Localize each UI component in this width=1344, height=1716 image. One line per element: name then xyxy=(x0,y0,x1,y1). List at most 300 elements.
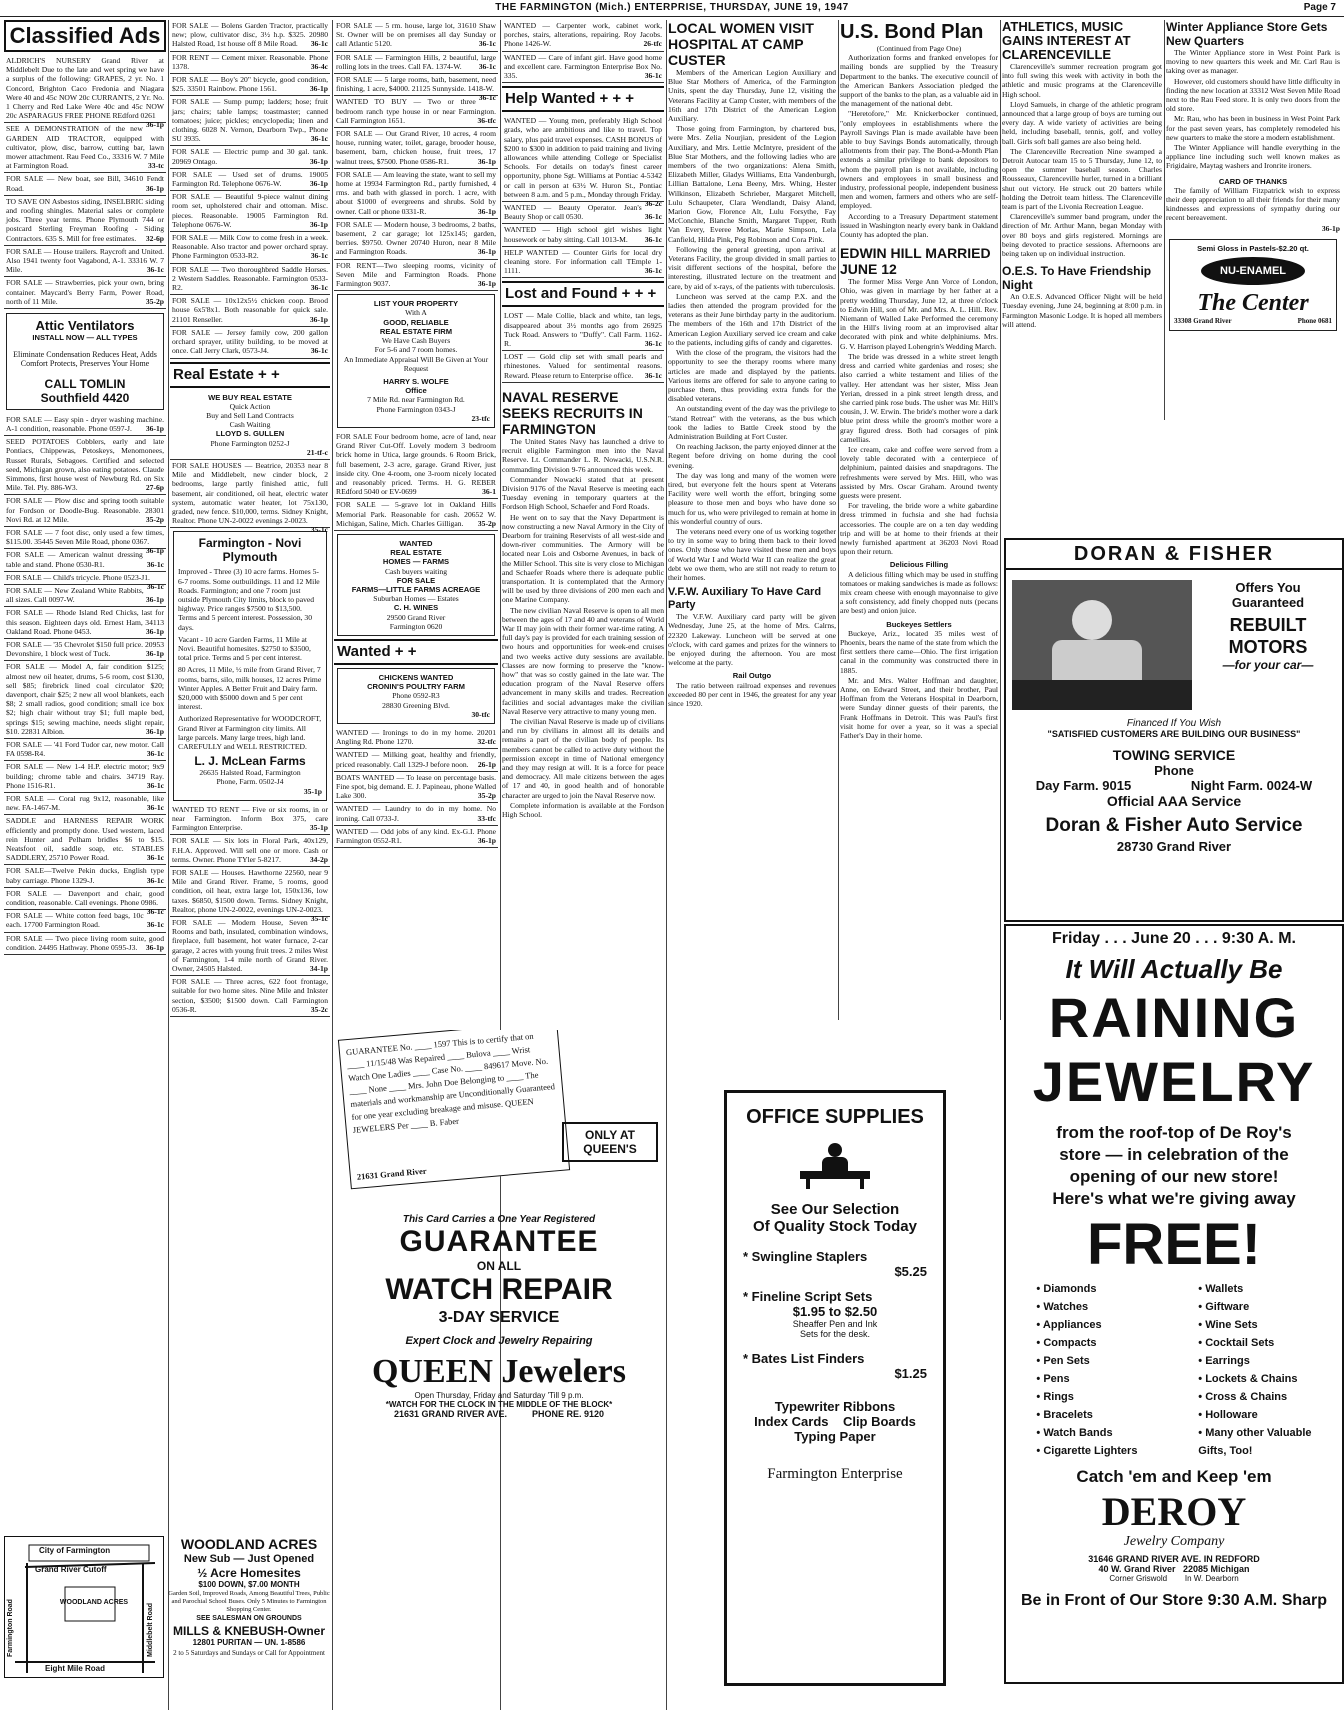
map-eightmile-road: Eight Mile Road xyxy=(45,1664,105,1673)
classified-ad-text: WANTED TO RENT — Five or six rooms, in or near Farmington. Inform Box 375, care Farmington Enterprise. xyxy=(172,804,328,833)
classified-ad xyxy=(334,52,498,74)
classified-ad-number: 35-2p xyxy=(477,791,496,801)
doran-night-phone: Night Farm. 0024-W xyxy=(1190,778,1313,793)
classified-ad xyxy=(4,572,166,591)
classified-ad-text: FOR RENT—Two sleeping rooms, vicinity of Seven Mile and Farmington Roads. Phone Farmington 9037. xyxy=(336,260,496,289)
office-supplies-ad xyxy=(724,1090,946,1686)
giveaway-item: • Giftware xyxy=(1198,1301,1250,1313)
story-paragraph: Ice cream, cake and coffee were served from a lovely table decorated with a centerpiece of delphinium, painted daisies and snapdragons. The refreshments were served by Mrs. Hill, who was assisted by Mrs. Oscar Graham. Around twenty guests were present. xyxy=(840,444,998,500)
classified-ad xyxy=(4,123,166,173)
office-item-2: * Fineline Script Sets xyxy=(743,1289,873,1304)
classified-ad xyxy=(170,264,330,296)
classified-ad xyxy=(334,169,498,219)
classified-ad-number: 36-1p xyxy=(145,423,164,433)
wines-line-3: HOMES — FARMS xyxy=(382,557,450,567)
giveaway-item: • Cigarette Lighters xyxy=(1036,1445,1138,1457)
classified-list-4 xyxy=(502,20,664,83)
classified-ad-number: 36-4c xyxy=(310,61,328,71)
story-paragraph: The new civilian Naval Reserve is open to all men between the ages of 17 and 40 and veterans of World War II may join with their former war-time rating. A full day's pay is provided for each training session of two hours and opportunities for week-end cruises and two weeks active duty sessions are available. Classes are now forming to preserve the "know-how" that was so costly gained in the late war. The education program of the Naval Reserve offers advancement in many skills and trades. Recreation facilities and social advantages make the civilian Naval Reserve very attractive to many young men. xyxy=(502,605,664,716)
story-paragraph: The Winter Appliance will handle everything in the appliance line including such well known makes as Frigidaire, Maytag washers and Ironrite ironers. xyxy=(1166,143,1340,171)
classified-ad xyxy=(4,277,166,309)
deroy-logo: DEROY xyxy=(1101,1489,1247,1534)
classified-ad xyxy=(502,310,664,351)
classified-ad xyxy=(334,772,498,804)
center-ad xyxy=(1169,239,1337,331)
classified-ad-text: FOR SALE — 5-grave lot in Oakland Hills Memorial Park. Reasonable for cash. 20652 W. Michigan, Saline, Mich. Charles Gilligan. xyxy=(336,500,496,528)
thanks-headline: CARD OF THANKS xyxy=(1218,176,1288,186)
queen-logo: QUEEN Jewelers xyxy=(371,1353,626,1390)
deroy-line-1: from the roof-top of De Roy's xyxy=(1056,1123,1292,1142)
classified-ad xyxy=(334,219,498,260)
giveaway-item: • Watch Bands xyxy=(1036,1427,1113,1439)
column-1 xyxy=(4,20,166,1714)
gullen-phone: Phone Farmington 0252-J xyxy=(210,438,290,448)
deroy-line-2: store — in celebration of the xyxy=(1059,1145,1289,1164)
classified-ad-number: 36-1p xyxy=(477,206,496,216)
queen-ad xyxy=(336,1030,662,1680)
office-title: OFFICE SUPPLIES xyxy=(746,1106,924,1128)
classified-ad xyxy=(334,260,498,292)
woodland-address: 12801 PURITAN — UN. 1-8586 xyxy=(192,1638,306,1647)
wolfe-name: HARRY S. WOLFE xyxy=(383,376,449,386)
story-paragraph: Commander Nowacki stated that at present Division 9176 of the Naval Reserve is meeting each Tuesday evening in temporary quarters at the Fordson High School, Schaefer and Ford Roads. xyxy=(502,474,664,512)
classified-ad-number: 36-1c xyxy=(146,920,164,930)
classified-ad-number: 36-1p xyxy=(309,179,328,189)
classified-ad xyxy=(4,865,166,887)
classified-ad xyxy=(4,761,166,793)
column-6 xyxy=(840,20,998,1075)
ventilators-phone: Southfield 4420 xyxy=(40,390,130,405)
giveaway-item: • Wallets xyxy=(1198,1283,1244,1295)
athletics-headline: ATHLETICS, MUSIC GAINS INTEREST AT CLARENCEVILLE xyxy=(1002,20,1131,62)
gullen-name: LLOYD S. GULLEN xyxy=(215,429,285,439)
cronin-ad xyxy=(337,668,495,724)
wolfe-line-3: GOOD, RELIABLE xyxy=(383,317,449,327)
classified-ad-text: FOR SALE — Model A, fair condition $125; almost new oil heater, drums, 5-6 room, cost $130, sell $85; firebrick lined coal circulator $20; davenport, chair $25; 2 new all wool blankets, each $8; 2 small radios, good condition; small ice box $2; high chair without tray $1; full maple bed, springs $15; sewing machine, needs slight repair, $10. 22831 Albion. xyxy=(6,662,164,736)
queen-expert: Expert Clock and Jewelry Repairing xyxy=(405,1335,593,1347)
classified-ad-number: 36-1c xyxy=(146,907,164,917)
bond-sub: (Continued from Page One) xyxy=(876,44,962,53)
cronin-number: 30-tfc xyxy=(471,709,490,719)
queen-hours: Open Thursday, Friday and Saturday 'Till 9 p.m. xyxy=(414,1391,584,1400)
classified-ad xyxy=(334,803,498,825)
classified-ad xyxy=(170,804,330,836)
classified-ad-number: 36-1c xyxy=(310,346,328,356)
giveaway-item: • Rings xyxy=(1036,1391,1074,1403)
story-paragraph: Clarenceville's summer band program, under the direction of Mr. Arthur Mann, began Monday with over 80 boys and girls registered. Mornings are being devoted to practice sessions. Afternoons are being taken up on individual instruction. xyxy=(1002,212,1162,259)
story-paragraph: Authorization forms and franked envelopes for mailing bonds are supplied by the Treasury Department to the banks. The executive council of the American Bankers Association pledged the support of the banks to the plan, as a valuable aid in the management of the national debt. xyxy=(840,53,998,109)
buckeye-story xyxy=(840,629,998,740)
classified-ad-number: 33-tc xyxy=(147,161,164,171)
office-price-1: $5.25 xyxy=(894,1264,927,1279)
winter-story xyxy=(1166,48,1340,171)
classified-ad xyxy=(4,815,166,865)
ventilators-title: Attic Ventilators xyxy=(35,318,135,334)
deroy-ad xyxy=(1004,924,1344,1684)
story-paragraph: Luncheon was served at the camp P.X. and the ladies then attended the program provided for the veterans as their June birthday party in the auditorium. The members of the 16th and 17th District of the American Legion Auxiliary served ice cream and cake to the patients, including gifts of candy and cigarettes. xyxy=(668,291,836,347)
classified-ad xyxy=(4,585,166,607)
classified-ad-text: SEE A DEMONSTRATION of the new GARDEN AID TRACTOR, equipped with cultivator, plow, disc, barrow, cutting bar, lawn mower attachment. Rau Feed Co., 33316 W. 7 Mile at Farmington Road. xyxy=(6,124,164,171)
wolfe-line-2: With A xyxy=(405,308,427,318)
classified-list-3c xyxy=(334,727,498,848)
woodland-line-2: ½ Acre Homesites xyxy=(197,1566,301,1580)
office-signature: Farmington Enterprise xyxy=(767,1466,903,1482)
queen-on-all: ON ALL xyxy=(476,1259,522,1273)
classified-ad-text: WANTED — Milking goat, healthy and friendly, priced reasonably. Call 1329-J before noon. xyxy=(336,750,496,769)
naval-headline: NAVAL RESERVE SEEKS RECRUITS IN FARMINGTON xyxy=(502,388,643,437)
classified-ad-number: 35-2p xyxy=(145,296,164,306)
doran-day-phone: Day Farm. 9015 xyxy=(1035,778,1132,793)
classified-ad-text: WANTED — Care of infant girl. Have good home and excellent care. Farmington Enterprise Box No. 335. xyxy=(504,52,662,81)
classified-ad-text: HELP WANTED — Counter Girls for local dry cleaning store. For information call TEmple 1-1111. xyxy=(504,247,662,276)
classified-ad xyxy=(170,976,330,1017)
classified-ad-text: LOST — Gold clip set with small pearls and rhinestones. Valued for sentimental reasons. Reward. Please return to Enterprise office. xyxy=(504,352,662,380)
masthead xyxy=(0,0,1344,17)
classified-ad-number: 32-6p xyxy=(145,233,164,243)
office-item-5: Index Cards Clip Boards xyxy=(754,1414,916,1429)
classified-list-4b xyxy=(502,115,664,278)
classified-ad xyxy=(170,74,330,96)
classified-ad xyxy=(334,727,498,749)
novi-name: L. J. McLean Farms xyxy=(194,754,306,769)
novi-phone: Phone, Farm. 0502-J4 xyxy=(216,777,284,787)
only-at-queens: ONLY AT QUEEN'S xyxy=(562,1122,658,1162)
classified-ad-text: WANTED — Odd jobs of any kind. Ex-G.I. Phone Farmington 0552-R1. xyxy=(336,826,496,846)
column-7 xyxy=(1002,20,1162,575)
classified-ad xyxy=(4,933,166,955)
classified-ad-text: TO SAVE ON Asbestos siding, INSELBRIC siding and roofing shingles. Material sales or complete jobs. Three year terms. Phone Plymouth 744 or postcard Sterling Freyman Roofing - Siding Contractors. 635 S. Mill for free estimates. xyxy=(6,196,164,243)
queen-watch-clock: *WATCH FOR THE CLOCK IN THE MIDDLE OF THE BLOCK* xyxy=(385,1400,613,1409)
classified-ad xyxy=(4,549,166,571)
classified-ad xyxy=(502,202,664,224)
giveaway-item: • Bracelets xyxy=(1036,1409,1093,1421)
column-4 xyxy=(502,20,664,1030)
classified-ad-number: 36-1c xyxy=(146,875,164,885)
deroy-raining: RAINING xyxy=(1048,986,1300,1049)
classified-ad-text: SADDLE and HARNESS REPAIR WORK efficiently and promptly done. Used western, laced rein Hunter and Pelham bridles $6 to $15. Neatsfoot oil, saddle soap, etc. STABLES SADDLERY, 25710 Power Road. xyxy=(6,816,164,863)
classified-ad xyxy=(170,917,330,976)
filling-story: A delicious filling which may be used in stuffing tomatoes or making sandwiches is made as follows: mix cream cheese with enough mayonnaise to give a soft consistency, add finely chopped nuts (pecans are best) and onion juice. xyxy=(840,569,998,616)
story-paragraph: The United States Navy has launched a drive to recruit eligible Farmington men into the Naval Reserve. Lt. Commander L. R. Nowacki, U.S.N.R. commanding Division 9-76 announced this week. xyxy=(502,436,664,474)
classified-ad-text: WANTED — Beauty Operator. Jean's Beauty Shop or call 0530. xyxy=(504,203,642,222)
classified-ad-text: FOR SALE — Farmington Hills, 2 beautiful, large rolling lots in the trees. Call FA. 1374-W. xyxy=(336,52,496,71)
classified-ad-number: 32-tfc xyxy=(477,737,496,747)
classified-ad-text: FOR SALE — Modern House, Seven Rooms and bath, insulated, combination windows, fireplace, full basement, hot water furnace, 2-car garage, 2 acres with young fruit trees. 2 miles West of Farmington, 1-4 mile north of Grand River. Owner, 24505 Halsted. xyxy=(172,918,328,974)
classified-ad-text: FOR RENT — Cement mixer. Reasonable. Phone 1378. xyxy=(172,52,328,71)
classified-ad xyxy=(4,527,166,556)
giveaway-item: • Compacts xyxy=(1036,1337,1097,1349)
office-line-2: Of Quality Stock Today xyxy=(753,1218,917,1235)
classified-ad-number: 36-2c xyxy=(644,199,662,209)
wines-line-4: Cash buyers waiting xyxy=(384,566,447,576)
classified-ad xyxy=(170,835,330,867)
novi-p3: 80 Acres, 11 Mile, ½ mile from Grand River, 7 rooms, barns, silo, milk houses, 12 acres Prime Winter Apples. A Better Fruit and Dairy farm. $20,000 with $5000 down and 5 per cent interest. xyxy=(178,665,322,712)
classified-ad xyxy=(170,169,330,191)
map-city-label: City of Farmington xyxy=(39,1546,111,1555)
vfw-story: The V.F.W. Auxiliary card party will be given Wednesday, June 25, at the home of Mrs. Calrns, 22320 Lakeway. Luncheon will be served at one o'clock, with card games and prizes for the winners to be enjoyed during the afternoon. You are most welcome at the party. xyxy=(668,612,836,668)
classified-ad xyxy=(502,351,664,383)
classified-ad-text: FOR SALE — New boat, see Bill, 34610 Fendt Road. xyxy=(6,174,164,193)
wines-line-5: FOR SALE xyxy=(396,575,436,585)
story-paragraph: An outstanding event of the day was the privilege to "stand Retreat" with the veterans, as the bus which took the ladies to Battle Creek stood by the Administration Building at Fort Custer. xyxy=(668,404,836,441)
classified-ad xyxy=(170,867,330,924)
center-phone: Phone 0681 xyxy=(1297,317,1332,326)
center-top: Semi Gloss in Pastels-$2.20 qt. xyxy=(1197,243,1309,253)
classified-ad xyxy=(170,191,330,232)
woodland-line-3: $100 DOWN, $7.00 MONTH xyxy=(198,1580,300,1589)
naval-story xyxy=(502,437,664,819)
classified-ad xyxy=(4,793,166,815)
office-item-2b: Sheaffer Pen and Ink xyxy=(792,1319,878,1329)
giveaway-item: Gifts, Too! xyxy=(1198,1445,1253,1457)
lost-found-heading: Lost and Found + + + xyxy=(502,281,664,307)
classified-ad-number: 36-1c xyxy=(644,266,662,276)
classified-ad-number: 35-2c xyxy=(310,1004,328,1014)
athletics-story xyxy=(1002,62,1162,258)
doran-financed: Financed If You Wish xyxy=(1126,718,1222,729)
classified-ad-number: 36-1p xyxy=(477,836,496,846)
giveaway-item: • Diamonds xyxy=(1036,1283,1097,1295)
doran-name: Doran & Fisher Auto Service xyxy=(1045,815,1303,836)
story-paragraph: Mr. and Mrs. Walter Hoffman and daughter, Anne, on Edward Street, and their brother, Paul Hoffman from the Veterans Hospital in Dearborn, were Sunday dinner guests of their parents, the Frank Hoffmans in Detroit. This was Paul's first visit home for over a year, so it was a special Father's Day in their home. xyxy=(840,675,998,741)
story-paragraph: Clarenceville's summer recreation program got into full swing this week with activity in both the athletic and music programs at the Clarenceville High school. xyxy=(1002,62,1162,99)
classified-ad-text: FOR SALE — Milk Cow to come fresh in a week. Reasonable. Also tractor and power orchard spray. Phone Farmington 0533-R2. xyxy=(172,233,328,261)
column-2 xyxy=(170,20,330,1530)
oes-headline: O.E.S. To Have Friendship Night xyxy=(1002,264,1152,293)
story-paragraph: The former Miss Verge Ann Vorce of London, Ohio, was given in marriage by her father at a pretty wedding Thursday, June 12, at three o'clock to Edwin Hill, son of Mr. and Mrs. A. L. Hill. Rev. Niemann of Walled Lake Performed the ceremony in the Hill's living room at an improvised altar decorated with pink and white delphiniums. Mrs. G. V. Harrison played Lohengrin's Wedding March. xyxy=(840,277,998,351)
giveaway-item: • Pen Sets xyxy=(1036,1355,1090,1367)
realestate-heading: Real Estate + + xyxy=(170,362,330,388)
gullen-ad xyxy=(170,391,330,460)
classified-ad xyxy=(170,20,330,52)
novi-number: 35-1p xyxy=(303,786,322,796)
classified-ad-number: 35-1p xyxy=(309,823,328,833)
classified-ad xyxy=(502,52,664,84)
classified-ad-text: FOR SALE — American walnut dressing table and stand. Phone 0530-R1. xyxy=(6,550,143,569)
classified-ad xyxy=(4,910,166,932)
story-paragraph: On reaching Jackson, the party enjoyed dinner at the Regent before driving on home during the cool evening. xyxy=(668,442,836,470)
classified-ad-text: FOR SALE — '41 Ford Tudor car, new motor. Call FA 0598-R4. xyxy=(6,739,164,759)
gullen-line-2: Buy and Sell Land Contracts xyxy=(206,410,294,420)
story-paragraph: According to a Treasury Department statement issued in Washington nearly every bank in Oakland County has adopted the plan. xyxy=(840,211,998,240)
wines-ad xyxy=(337,534,495,636)
story-paragraph: However, old customers should have little difficulty in finding the new location at 33312 West Seven Mile Road next to the Rau Feed store. It is only two doors from the old store. xyxy=(1166,76,1340,114)
classified-list-4c xyxy=(502,310,664,382)
classified-ad-text: SEED POTATOES Cobblers, early and late Pontiacs, Chippewas, Petoskeys, Menomonees, Russet Rurals, Sebagoes. Certified and selected seed, Michigan grown, also eating potatoes. Claude Simmons, first house west of Newburg Rd. on Six Mile. Tel. Ply. 886-W3. xyxy=(6,437,164,493)
classified-ad-text: FOR SALE — Two piece living room suite, good condition. 24495 Hathway. Phone 0595-J3. xyxy=(6,933,164,952)
deroy-line-3: opening of our new store! xyxy=(1069,1167,1279,1186)
local-story xyxy=(668,68,836,582)
wolfe-number: 23-tfc xyxy=(471,413,490,423)
center-logo: The Center xyxy=(1197,290,1309,317)
wanted-heading: Wanted + + xyxy=(334,639,498,665)
classified-ad xyxy=(4,246,166,278)
masthead-title: THE FARMINGTON (Mich.) ENTERPRISE, THURSDAY, JUNE 19, 1947 xyxy=(495,2,849,13)
classified-ad-number: 35-1c xyxy=(310,525,328,535)
classified-ad-text: FOR SALE — New Zealand White Rabbits, all sizes. Call 0097-W. xyxy=(6,585,144,605)
woodland-owner: MILLS & KNEBUSH-Owner xyxy=(172,1624,325,1638)
wolfe-line-1: LIST YOUR PROPERTY xyxy=(373,299,459,309)
classified-ad-number: 36-1c xyxy=(146,780,164,790)
map-farmington-road: Farmington Road xyxy=(7,1599,14,1657)
woodland-line-4: Garden Soil, Improved Roads, Among Beautiful Trees, Public and Parochial School Buses. Only 5 Minutes to Farmington Shopping Center. xyxy=(168,1590,330,1613)
classified-ad-text: WANTED — High school girl wishes light housework or baby sitting. Call 1013-M. xyxy=(504,225,662,244)
classified-ad xyxy=(334,749,498,771)
guarantee-card xyxy=(338,1030,570,1189)
classified-ad xyxy=(4,196,166,246)
classified-ad-text: FOR SALE — Plow disc and spring tooth suitable for Fordson or Doodle-Bug. Reasonable. 28301 Novi Rd. at 12 Mile. xyxy=(6,496,164,524)
giveaway-item: • Holloware xyxy=(1198,1409,1258,1421)
ventilators-subtitle: INSTALL NOW — ALL TYPES xyxy=(32,333,138,343)
ventilators-body: Eliminate Condensation Reduces Heat, Adds Comfort Protects, Preserves Your Home xyxy=(13,350,157,369)
story-paragraph: The bride was dressed in a white street length dress and carried white gardenias and roses; she also carried a white testament and lilies of the valley. Her attendant was her sister, Miss Jean Yerian, dressed in a pink street length dress, and she carried pink rose buds. The usher was Mr. Hill's cousin, J. W. Erwin. The bride's mother wore a dark blue print dress while the groom's mother wore a gray figured dress. Both had corsages of pink camellias. xyxy=(840,351,998,444)
bond-story xyxy=(840,53,998,239)
classified-ad-number: 34-1p xyxy=(309,964,328,974)
classified-ad-text: WANTED — Young men, preferably High School grads, who are ambitious and like to travel. Top salary, plus paid travel expenses. CASH BONUS of $200 to $300 in addition to paid training and living allowances while attending College or Specialist Schools. For details on today's finest career opportunity, phone Sgt. Williams at Pontiac 4-5342 or call in person at 63½ W. Huron St., Pontiac between 8 a.m. and 5 p.m., Monday through Friday. xyxy=(504,116,662,199)
classified-ad-number: 36-1p xyxy=(309,314,328,324)
classified-list-2b xyxy=(170,460,330,535)
desk-icon xyxy=(800,1143,870,1187)
guarantee-card-address: 21631 Grand River xyxy=(356,1165,427,1182)
wedding-headline: EDWIN HILL MARRIED JUNE 12 xyxy=(840,245,991,278)
wines-line-2: REAL ESTATE xyxy=(390,548,442,558)
ventilators-ad xyxy=(6,313,164,410)
queen-guarantee: GUARANTEE xyxy=(399,1225,599,1258)
classified-ad-text: WANTED — Carpenter work, cabinet work, porches, stairs, alterations, repairing. Roy Jacobs. Phone 1426-W. xyxy=(504,21,662,49)
classified-ad-number: 36-1p xyxy=(477,156,496,166)
classified-ad-number: 36-1p xyxy=(309,219,328,229)
wines-line-7: Suburban Homes — Estates xyxy=(373,594,459,604)
giveaway-item: • Wine Sets xyxy=(1198,1319,1258,1331)
map-middlebelt-road: Middlebelt Road xyxy=(147,1602,154,1657)
classified-ad-number: 36-1c xyxy=(310,283,328,293)
classified-ad-number: 35-1c xyxy=(310,914,328,924)
outgo-story: The ratio between railroad expenses and revenues exceeded 80 per cent in 1946, the greatest for any year since 1920. xyxy=(668,680,836,708)
story-paragraph: For traveling, the bride wore a white gabardine dress trimmed in fuchsia and she had fuchsia accessories. The couple are on a ten day wedding trip and will be at home to their friends at their newly furnished apartment at 36203 Novi Road upon their return. xyxy=(840,501,998,557)
office-item-6: Typing Paper xyxy=(794,1429,876,1444)
queen-service: 3-DAY SERVICE xyxy=(438,1309,560,1326)
classified-ad-text: FOR SALE — Three acres, 622 foot frontage, suitable for two home sites. Nine Mile and Inkster section, $3500; $1500 down. Call Farmington 0536-R. xyxy=(172,977,328,1014)
classified-ad-number: 33-tfc xyxy=(477,813,496,823)
classified-ad-text: FOR SALE — Used set of drums. 19005 Farmington Rd. Telephone 0676-W. xyxy=(172,169,328,189)
giveaway-item: • Many other Valuable xyxy=(1198,1427,1312,1439)
woodland-line-1: New Sub — Just Opened xyxy=(183,1553,315,1565)
classified-ad-number: 36-1c xyxy=(310,251,328,261)
novi-title: Farmington - Novi Plymouth xyxy=(198,536,302,565)
cronin-address: 28830 Greening Blvd. xyxy=(382,700,450,710)
classified-ad-number: 36-1p xyxy=(145,942,164,952)
doran-line-5: —for your car— xyxy=(1222,658,1314,672)
story-paragraph: With the close of the program, the visitors had the opportunity to see the therapy rooms where many articles are made and displayed by the patients. Various items are offered for sale to anyone caring to purchase them, thus providing extra funds for the disabled veterans. xyxy=(668,348,836,404)
classified-ad-number: 36-1c xyxy=(146,749,164,759)
deroy-date: Friday . . . June 20 . . . 9:30 A. M. xyxy=(1052,930,1296,947)
classified-ad xyxy=(4,739,166,761)
novi-p1: Improved - Three (3) 10 acre farms. Homes 5-6-7 rooms. Some outbuildings. 11 and 12 Mile Roads. Farmington; and one 7 room just outside Plymouth City limits, block to paved highway. Price ranges $7500 to $13,500. Terms and 5 percent interest. Possession, 30 days. xyxy=(178,567,320,632)
story-paragraph: Mr. Rau, who has been in business in West Point Park for the past seven years, has completely remodeled his new quarters to make the store a modern establishment. xyxy=(1166,114,1340,142)
deroy-free: FREE! xyxy=(1087,1212,1261,1277)
woodland-map xyxy=(4,1536,164,1678)
classified-ad-text: FOR SALE — Electric pump and 30 gal. tank. 20969 Ontago. xyxy=(172,147,328,166)
map-road-label: Grand River Cutoff xyxy=(35,1565,107,1574)
page-number: Page 7 xyxy=(1303,2,1336,13)
classified-ad xyxy=(502,224,664,246)
classified-ad xyxy=(4,888,166,917)
classified-ad-number: 36-1c xyxy=(478,61,496,71)
classified-ad-number: 36-1c xyxy=(478,93,496,103)
classified-ad xyxy=(502,20,664,52)
deroy-catch: Catch 'em and Keep 'em xyxy=(1076,1467,1272,1486)
classified-ad-text: FOR SALE — Strawberries, pick your own, bring container. Maycard's Berry Farm, Power Road, north of 11 Mile. xyxy=(6,278,164,306)
doran-aaa: Official AAA Service xyxy=(1106,793,1242,809)
office-price-2: $1.95 to $2.50 xyxy=(792,1304,878,1319)
classified-ad-number: 36-1c xyxy=(146,853,164,863)
classified-ad-text: FOR SALE — New 1-4 H.P. electric motor; 9x9 building; chrome table and chairs. 34719 Ray. Phone 1516-R1. xyxy=(6,762,164,790)
classified-list-3b xyxy=(334,431,498,531)
classified-ad-number: 36-tfc xyxy=(477,115,496,125)
doran-quote: "SATISFIED CUSTOMERS ARE BUILDING OUR BUSINESS" xyxy=(1047,729,1301,739)
classified-ad-text: FOR SALE — Houses. Hawthorne 22560, near 9 Mile and Grand River. Frame, 5 rooms, good condition, oil heat, extra large lot, 150x136, low taxes. $6850, $1500 down. Terms. Sidney Knight, Realtor, phone UN-2-0022, evenings UN-2-0023. xyxy=(172,868,328,914)
giveaway-item: • Lockets & Chains xyxy=(1198,1373,1298,1385)
thanks-story: The family of William Fitzpatrick wish to express their deep appreciation to all their friends for their many kindnesses and expressions of sympathy during our recent bereavement. xyxy=(1166,185,1340,223)
column-rule xyxy=(838,20,839,1020)
classified-ad-text: FOR SALE — '35 Chevrolet $150 full price. 20953 Devonshire, 1 block west of Tuck. xyxy=(6,639,164,659)
classified-ad-text: FOR SALE — Am leaving the state, want to sell my home at 19934 Farmington Rd., partly furnished, 4 rms. and bath with glassed in porch. 1 acre, with about $1000 of evergreens and shrubs. Sold by owner. Call or phone 0331-R. xyxy=(336,169,496,216)
deroy-footer: Be in Front of Our Store 9:30 A.M. Sharp xyxy=(1020,1592,1328,1609)
classified-list-2 xyxy=(170,20,330,359)
classified-ad xyxy=(4,639,166,661)
classified-ad-number: 36-1c xyxy=(146,559,164,569)
classified-ad xyxy=(170,52,330,74)
classified-ad-number: 36-1c xyxy=(478,39,496,49)
classified-ad-number: 36-1p xyxy=(145,183,164,193)
column-rule xyxy=(666,20,667,1710)
classified-list-1b xyxy=(4,414,166,955)
woodland-footer: 2 to 5 Saturdays and Sundays or Call for Appointment xyxy=(173,1649,325,1657)
gullen-buy: WE BUY REAL ESTATE xyxy=(208,392,292,402)
classified-ad-number: 26-1p xyxy=(477,759,496,769)
office-line-1: See Our Selection xyxy=(770,1201,900,1218)
classified-ad-text: LOST — Male Collie, black and white, tan legs, disappeared about 3½ months ago from 26925 Tuck Road. Answers to "Duffy". Call Farm. 1162-R. xyxy=(504,311,662,349)
classified-ad-text: FOR SALE — Beautiful 9-piece walnut dining room set, upholstered chair and ottoman. Misc. pieces. Reasonable. 19005 Farmington Rd. Telephone 0676-W. xyxy=(172,192,328,229)
office-item-3: * Bates List Finders xyxy=(743,1351,865,1366)
classified-ad-text: FOR SALE — Sump pump; ladders; hose; fruit jars; chairs; table lamps; toastmaster; canned tomatoes; juice; pickles; encyclopedia; linen and clothing. 6028 N. Vernon, Dearborn Twp., Phone SU 3935. xyxy=(172,97,328,144)
wolfe-line-7: An Immediate Appraisal Will Be Given at Your Request xyxy=(343,354,489,373)
classified-ad xyxy=(334,499,498,531)
novi-ad xyxy=(173,531,327,800)
classified-ad-text: FOR SALE — Rhode Island Red Chicks, last for this season. Eighteen days old. Ernest Ham, 34113 Oakland Road. Phone 0453. xyxy=(6,608,164,636)
novi-p2: Vacant - 10 acre Garden Farms, 11 Mile at Novi. Beautiful homesites. $2750 to $3500, total price. Terms and 5 per cent interest. xyxy=(178,634,311,663)
classified-ad-number: 36-1p xyxy=(145,595,164,605)
cronin-phone: Phone 0592-R3 xyxy=(392,691,440,701)
classified-ad xyxy=(334,128,498,169)
woodland-map-drawing xyxy=(5,1537,163,1677)
classified-heading: Classified Ads xyxy=(4,20,166,52)
giveaway-item: • Watches xyxy=(1036,1301,1089,1313)
buckeye-headline: Buckeyes Settlers xyxy=(886,619,952,629)
classified-ad-text: BOATS WANTED — To lease on percentage basis. Fine spot, big demand. E. J. Papineau, phone Walled Lake 300. xyxy=(336,772,496,801)
classified-list-3 xyxy=(334,20,498,291)
story-paragraph: "Heretofore," Mr. Knickerbocker continued, "only employees in establishments where the Payroll Savings Plan is made available have been able to buy Savings Bonds automatically, through allotments from their pay. The Bond-a-Month Plan extends a similar privilege to bank depositors to whom the payroll plan is not available, including owners and employees in small business and industry, professional people, independent business men and women, farmers and others who are self-employed. xyxy=(840,109,998,211)
classified-ad-text: FOR SALE — Jersey family cow, 200 gallon orchard sprayer, utility building, to be moved at once. Call Jerry Clark, 0573-J4. xyxy=(172,327,328,356)
classified-ad xyxy=(502,247,664,279)
classified-ad-number: 36-1c xyxy=(644,212,662,222)
wolfe-phone: Phone Farmington 0343-J xyxy=(376,404,456,414)
guarantee-card-text: GUARANTEE No. ____ 1597 This is to certify that on ____ 11/15/48 Was Repaired ____ Bulova ____ Wrist Watch One Ladies ____ Case No. ____ 849617 Move. No. ____ None ____ Mrs. John Doe Belonging to ____ The materials and workmanship are Unconditionally Guaranteed for one year excluding breakage and misuse. QUEEN JEWELERS Per ____ B. Faber xyxy=(345,1030,556,1135)
wolfe-ad xyxy=(337,294,495,428)
classified-ad-number: 36-1p xyxy=(145,649,164,659)
doran-fisher-ad xyxy=(1004,538,1344,922)
classified-ad-number: 36-1p xyxy=(309,156,328,166)
